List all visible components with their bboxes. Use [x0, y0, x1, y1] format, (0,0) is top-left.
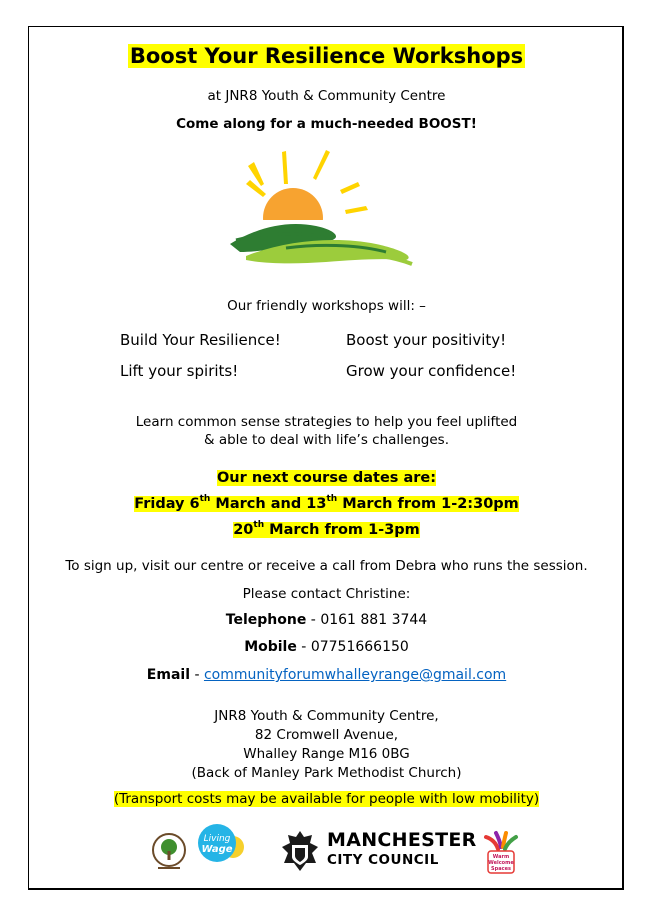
tagline: Come along for a much-needed BOOST! — [176, 116, 477, 132]
separator: - — [306, 612, 321, 628]
dates-line-1 — [0, 496, 653, 512]
telephone-label: Telephone — [225, 612, 307, 628]
address-line: 82 Cromwell Avenue, — [254, 727, 399, 743]
ordinal-suffix: th — [253, 520, 265, 530]
sunrise-illustration — [226, 148, 426, 273]
living-wage-logo — [196, 821, 250, 867]
venue-line: at JNR8 Youth & Community Centre — [207, 88, 446, 104]
signup-text: To sign up, visit our centre or receive a call from Debra who runs the session. — [65, 558, 588, 574]
address-line: JNR8 Youth & Community Centre, — [214, 708, 439, 724]
living-wage-text-1: Living — [203, 834, 231, 844]
separator: - — [296, 639, 311, 655]
address-line: (Back of Manley Park Methodist Church) — [191, 765, 462, 781]
date-text: Friday 6 — [134, 496, 200, 512]
dates-line-2-text — [233, 522, 420, 538]
warm-spaces-text-3: Spaces — [491, 866, 511, 872]
date-text: March from 1-3pm — [264, 522, 420, 538]
dates-heading — [0, 470, 653, 486]
benefit-item: Boost your positivity! — [346, 331, 507, 349]
telephone-line — [0, 612, 653, 628]
page-title-text: Boost Your Resilience Workshops — [129, 44, 524, 68]
mobile-label: Mobile — [244, 639, 297, 655]
ordinal-suffix: th — [199, 494, 211, 504]
email-link[interactable]: communityforumwhalleyrange@gmail.com — [203, 667, 507, 683]
ordinal-suffix: th — [326, 494, 338, 504]
email-label: Email — [146, 667, 190, 683]
benefit-item: Grow your confidence! — [346, 362, 517, 380]
date-text: March and 13 — [210, 496, 327, 512]
community-forum-logo — [149, 831, 189, 871]
email-line — [0, 667, 653, 683]
mobile-line — [0, 639, 653, 655]
learn-line-2: & able to deal with life’s challenges. — [204, 432, 449, 448]
contact-intro: Please contact Christine: — [242, 586, 411, 602]
page-title — [0, 44, 653, 68]
transport-note — [0, 791, 653, 807]
council-name-line-2: CITY COUNCIL — [327, 852, 439, 868]
warm-spaces-text-2: Welcome — [488, 860, 514, 866]
warm-spaces-text-1: Warm — [492, 854, 510, 860]
council-name-line-1: MANCHESTER — [327, 829, 477, 851]
living-wage-text-2: Wage — [201, 844, 233, 855]
transport-note-text: (Transport costs may be available for people with low mobility) — [113, 791, 540, 807]
date-text: March from 1-2:30pm — [337, 496, 519, 512]
benefit-item: Lift your spirits! — [120, 362, 239, 380]
intro-text: Our friendly workshops will: – — [227, 298, 426, 314]
dates-line-2 — [0, 522, 653, 538]
manchester-crest-icon — [278, 829, 322, 873]
separator: - — [190, 667, 204, 683]
mobile-number[interactable]: 07751666150 — [310, 639, 409, 655]
benefit-item: Build Your Resilience! — [120, 331, 281, 349]
address-line: Whalley Range M16 0BG — [243, 746, 410, 762]
learn-line-1: Learn common sense strategies to help you feel uplifted — [135, 414, 518, 430]
dates-heading-text: Our next course dates are: — [216, 470, 437, 486]
telephone-number[interactable]: 0161 881 3744 — [320, 612, 428, 628]
warm-welcome-spaces-logo — [478, 829, 524, 875]
date-text: 20 — [233, 522, 254, 538]
dates-line-1-text — [134, 496, 519, 512]
